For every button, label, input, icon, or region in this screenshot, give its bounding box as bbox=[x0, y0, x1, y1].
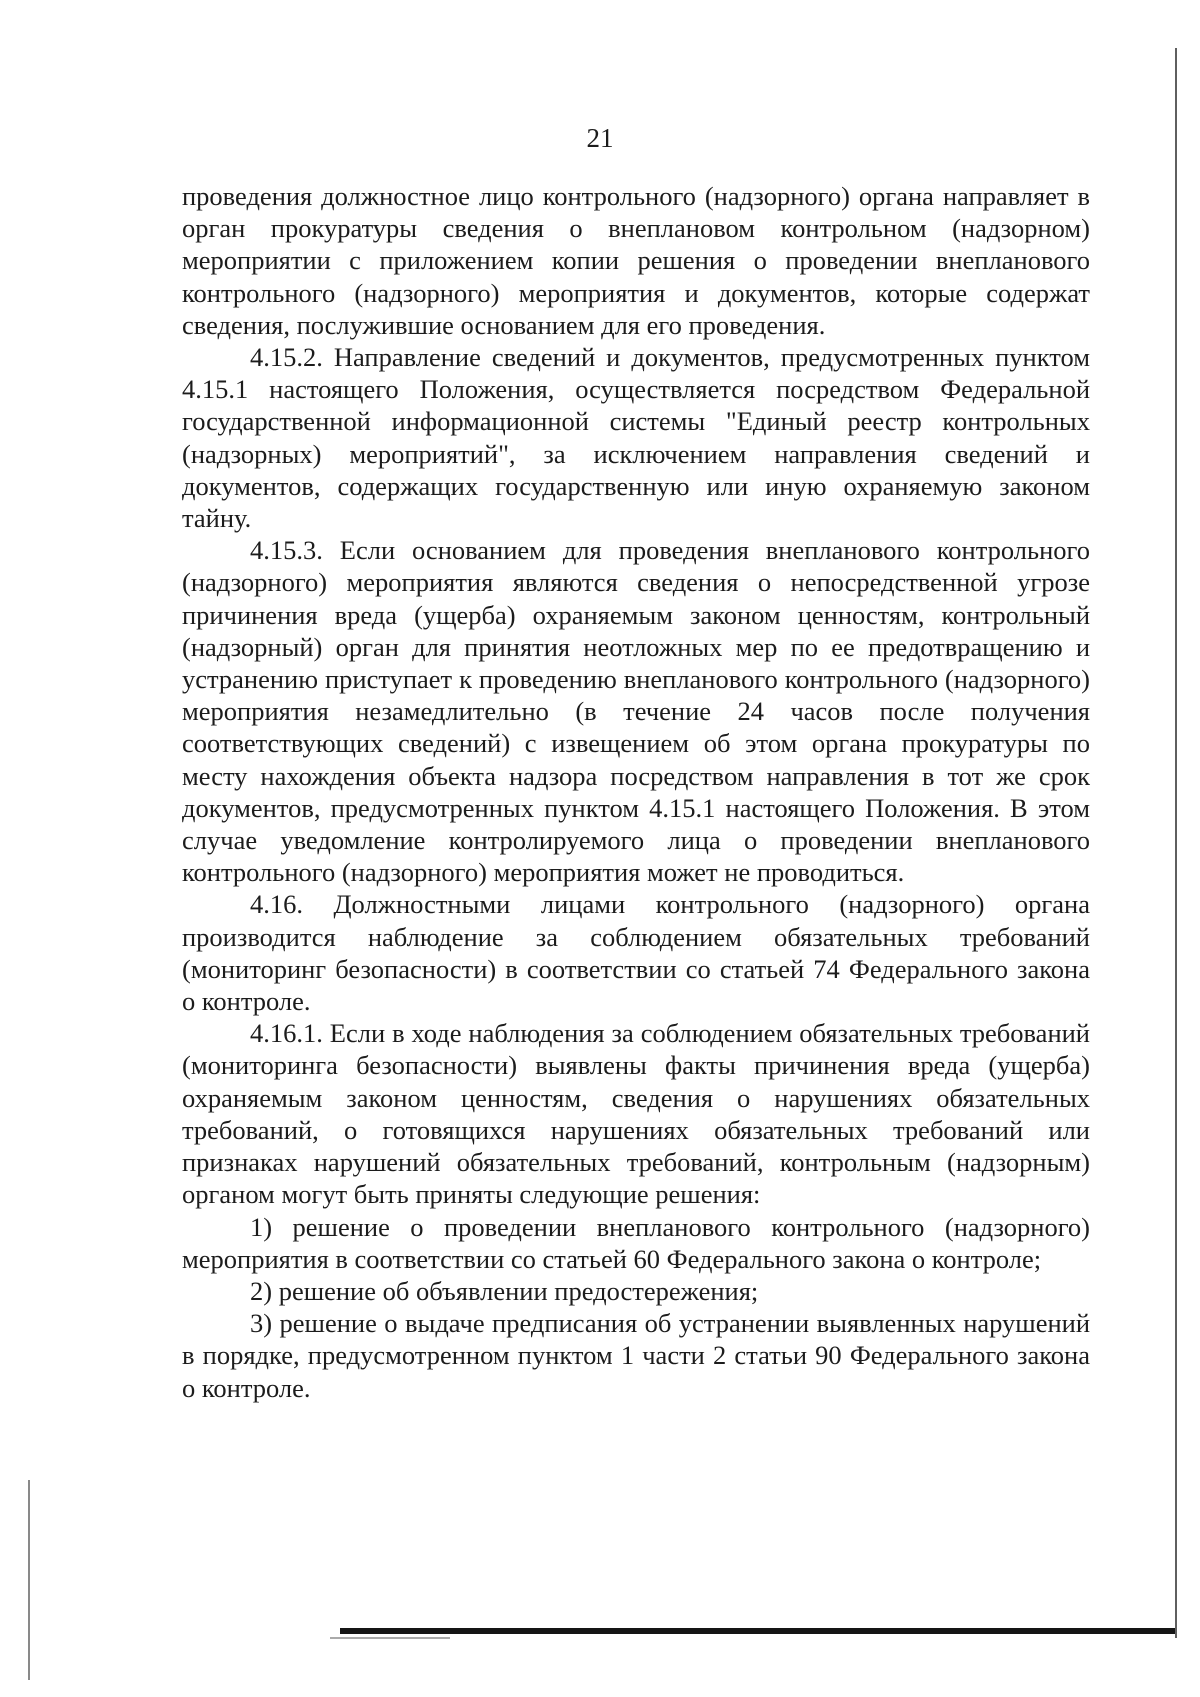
scan-bottom-bar bbox=[340, 1628, 1175, 1634]
scan-bottom-bar-faint bbox=[330, 1637, 450, 1639]
document-body bbox=[182, 180, 1090, 1404]
list-item-3: 3) решение о выдаче предписания об устранении выявленных нарушений в порядке, предусмотренном пунктом 1 части 2 статьи 90 Федерального закона о контроле. bbox=[182, 1308, 1090, 1403]
scan-edge-right bbox=[1175, 48, 1177, 1638]
paragraph-4-16-1: 4.16.1. Если в ходе наблюдения за соблюдением обязательных требований (мониторинга безопасности) выявлены факты причинения вреда (ущерба) охраняемым законом ценностям, сведения о нарушениях обязательных требований, о готовящихся нарушениях обязательных требований или признаках нарушений обязательных требований, контрольным (надзорным) органом могут быть приняты следующие решения: bbox=[182, 1018, 1090, 1210]
list-item-1: 1) решение о проведении внепланового контрольного (надзорного) мероприятия в соответствии со статьей 60 Федерального закона о контроле; bbox=[182, 1211, 1090, 1274]
paragraph-4-15-3: 4.15.3. Если основанием для проведения внепланового контрольного (надзорного) мероприятия являются сведения о непосредственной угрозе причинения вреда (ущерба) охраняемым законом ценностям, контрольный (надзорный) орган для принятия неотложных мер по ее предотвращению и устранению приступает к проведению внепланового контрольного (надзорного) мероприятия незамедлительно (в течение 24 часов после получения соответствующих сведений) с извещением об этом органа прокуратуры по месту нахождения объекта надзора посредством направления в тот же срок документов, предусмотренных пунктом 4.15.1 настоящего Положения. В этом случае уведомление контролируемого лица о проведении внепланового контрольного (надзорного) мероприятия может не проводиться. bbox=[182, 535, 1090, 888]
scan-edge-left bbox=[28, 1480, 30, 1680]
paragraph-4-16: 4.16. Должностными лицами контрольного (надзорного) органа производится наблюдение за соблюдением обязательных требований (мониторинг безопасности) в соответствии со статьей 74 Федерального закона о контроле. bbox=[182, 889, 1090, 1017]
list-item-2: 2) решение об объявлении предостережения; bbox=[250, 1275, 759, 1306]
paragraph-continuation: проведения должностное лицо контрольного (надзорного) органа направляет в орган прокуратуры сведения о внеплановом контрольном (надзорном) мероприятии с приложением копии решения о проведении внепланового контрольного (надзорного) мероприятия и документов, которые содержат сведения, послужившие основанием для его проведения. bbox=[182, 181, 1090, 340]
page-number: 21 bbox=[586, 123, 614, 153]
paragraph-4-15-2: 4.15.2. Направление сведений и документов, предусмотренных пунктом 4.15.1 настоящего Положения, осуществляется посредством Федеральной государственной информационной системы "Единый реестр контрольных (надзорных) мероприятий", за исключением направления сведений и документов, содержащих государственную или иную охраняемую законом тайну. bbox=[182, 342, 1090, 534]
